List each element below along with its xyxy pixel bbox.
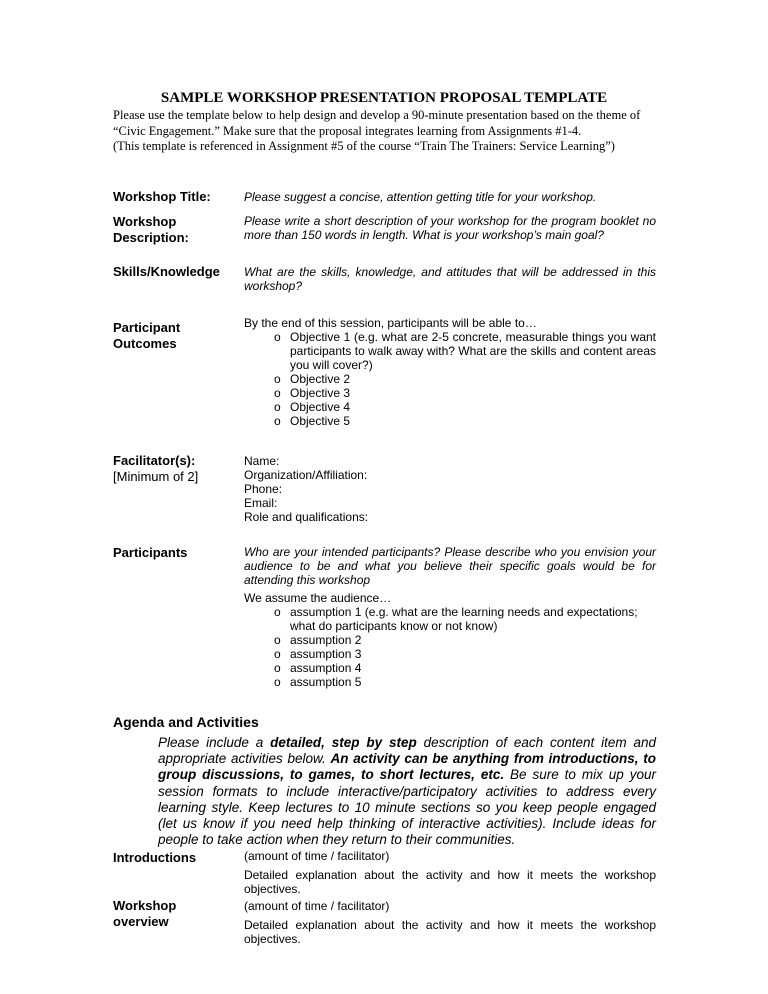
workshop-title-text: Please suggest a concise, attention getting title for your workshop. [244, 190, 597, 204]
workshop-description-label: Workshop Description: [113, 214, 189, 245]
participant-outcomes-content [244, 316, 656, 428]
list-item: o Objective 4 [244, 400, 656, 414]
facilitator-field: Name: [244, 454, 280, 468]
participants-lead: We assume the audience… [244, 591, 392, 605]
agenda-item-detail: Detailed explanation about the activity and how it meets the workshop objectives. [244, 868, 656, 896]
assumptions-list [244, 605, 656, 689]
list-item: o assumption 1 (e.g. what are the learning needs and expectations; what do participants know or not know) [244, 605, 656, 633]
participants-question: Who are your intended participants? Please describe who you envision your audience to be and what you believe their specific goals would be for attending this workshop [244, 545, 656, 587]
agenda-text: Be sure to mix up your session formats to include interactive/participatory activities to address every learning style. Keep lectures to 10 minute sections so you keep people engaged (let us know if you need help thinking of interactive activities). Include ideas for people to take action when they return to their communities. [158, 767, 656, 848]
facilitators-label-text: Facilitator(s): [113, 453, 196, 468]
workshop-title-label: Workshop Title: [113, 189, 211, 204]
skills-knowledge-text: What are the skills, knowledge, and attitudes that will be addressed in this workshop? [244, 265, 656, 293]
list-item: o Objective 3 [244, 386, 656, 400]
list-item: o assumption 2 [244, 633, 656, 647]
agenda-item-detail: Detailed explanation about the activity and how it meets the workshop objectives. [244, 918, 656, 946]
intro-line: Please use the template below to help design and develop a 90-minute presentation based on the theme of [113, 108, 641, 122]
list-item: o Objective 5 [244, 414, 656, 428]
list-item: o assumption 3 [244, 647, 656, 661]
list-item: o Objective 1 (e.g. what are 2-5 concrete, measurable things you want participants to walk away with? What are the skills and content areas you will cover?) [244, 330, 656, 372]
intro-line: (This template is referenced in Assignment #5 of the course “Train The Trainers: Service Learning”) [113, 139, 615, 153]
agenda-item-label: Introductions [113, 850, 197, 865]
agenda-text: description of each content item and appropriate activities below. [158, 735, 657, 767]
facilitator-field: Organization/Affiliation: [244, 468, 368, 482]
list-item: o assumption 4 [244, 661, 656, 675]
agenda-item-label: Workshop overview [113, 898, 177, 929]
participants-label: Participants [113, 545, 188, 560]
facilitators-sublabel: [Minimum of 2] [113, 469, 199, 484]
facilitator-field: Email: [244, 496, 278, 510]
outcomes-lead: By the end of this session, participants will be able to… [244, 316, 537, 330]
intro-line: “Civic Engagement.” Make sure that the proposal integrates learning from Assignments #1-4. [113, 123, 582, 138]
list-item: o assumption 5 [244, 675, 656, 689]
workshop-description-text: Please write a short description of your workshop for the program booklet no more than 150 words in length. What is your workshop’s main goal? [244, 214, 656, 242]
agenda-emphasis: detailed, step by step [270, 735, 417, 750]
skills-knowledge-label: Skills/Knowledge [113, 264, 220, 279]
participants-content [244, 545, 656, 689]
participant-outcomes-label: Participant Outcomes [113, 320, 181, 351]
agenda-text: Please include a [158, 735, 271, 750]
agenda-instructions [158, 735, 656, 848]
facilitator-field: Role and qualifications: [244, 510, 369, 524]
agenda-item-content [244, 899, 656, 946]
agenda-emphasis: An activity can be anything from introductions, to group discussions, to games, to short lectures, etc. [158, 751, 656, 783]
document-title: SAMPLE WORKSHOP PRESENTATION PROPOSAL TEMPLATE [160, 90, 608, 106]
list-item: o Objective 2 [244, 372, 656, 386]
agenda-heading: Agenda and Activities [113, 714, 259, 730]
agenda-item-time: (amount of time / facilitator) [244, 849, 390, 863]
facilitators-fields [244, 454, 656, 524]
agenda-item-time: (amount of time / facilitator) [244, 899, 390, 913]
objectives-list [244, 330, 656, 428]
facilitator-field: Phone: [244, 482, 283, 496]
agenda-item-content [244, 849, 656, 896]
intro-paragraph [113, 108, 673, 155]
facilitators-label [113, 453, 238, 485]
